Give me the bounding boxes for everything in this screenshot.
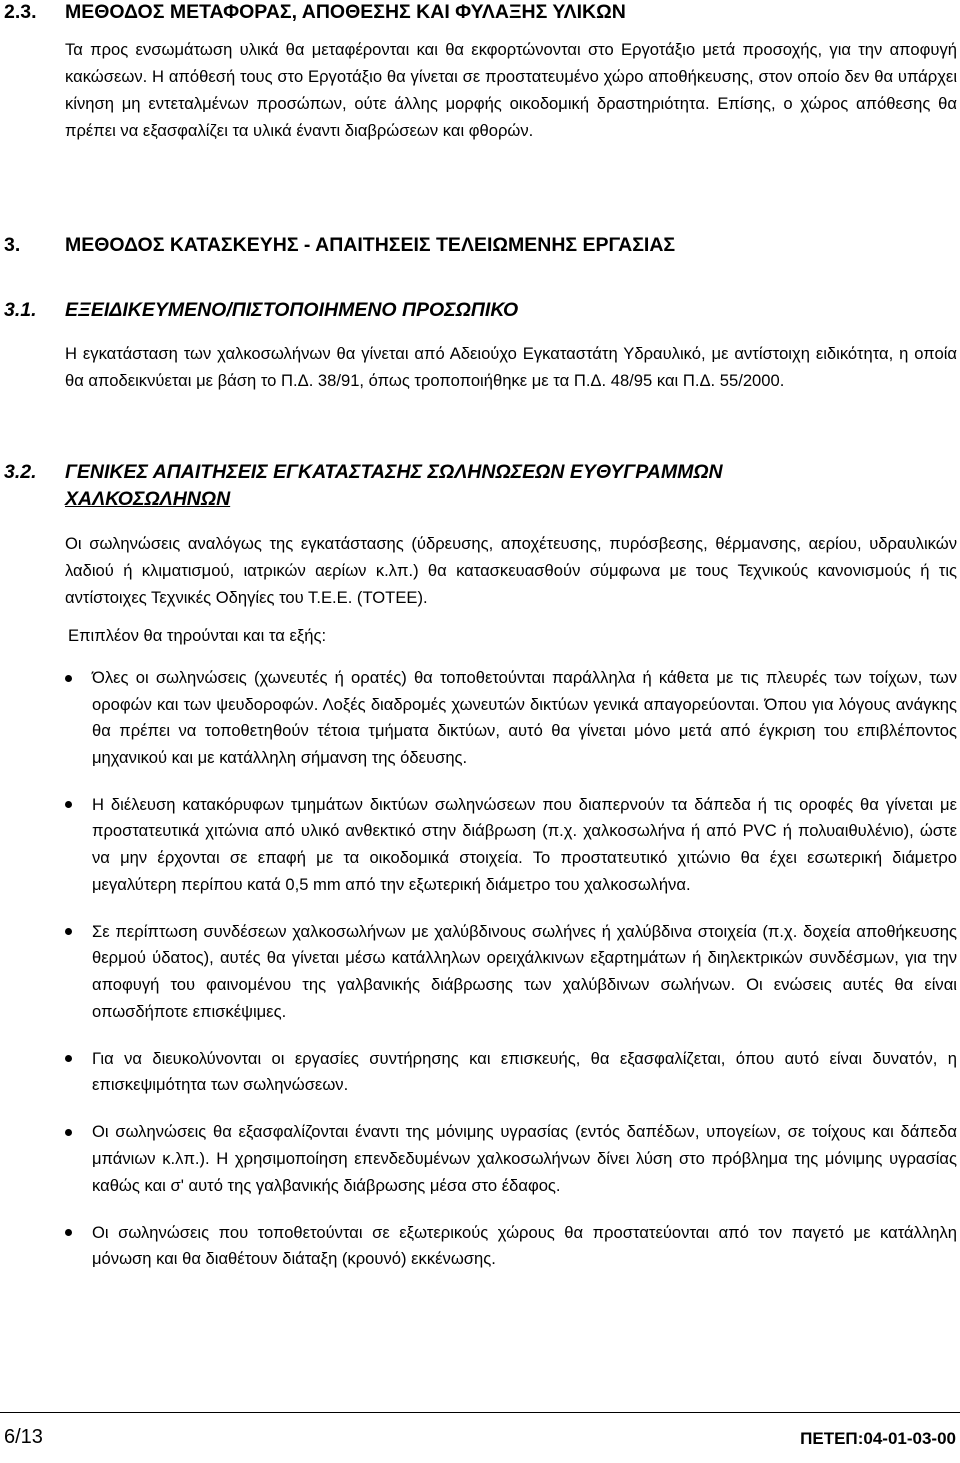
- section-3-1-title: ΕΞΕΙΔΙΚΕΥΜΕΝΟ/ΠΙΣΤΟΠΟΙΗΜΕΝΟ ΠΡΟΣΩΠΙΚΟ: [65, 299, 519, 321]
- section-2-3-number: 2.3.: [4, 1, 37, 23]
- bullet-icon: [65, 1229, 72, 1236]
- list-item: [65, 1119, 957, 1199]
- list-item-text: Όλες οι σωληνώσεις (χωνευτές ή ορατές) θα τοποθετούνται παράλληλα ή κάθετα με τις πλευρές των τοίχων, των οροφών και των ψευδοροφών. Λοξές διαδρομές χωνευτών δικτύων γενικά απαγορεύονται. Όπου για λόγους ανάγκης θα πρέπει να τοποθετηθούν τέτοια τμήματα δικτύων, αυτό θα γίνεται μόνο μετά από έγκριση του επιβλέποντος μηχανικού και με κατάλληλη σήμανση της όδευσης.: [92, 668, 957, 767]
- list-item-text: Οι σωληνώσεις που τοποθετούνται σε εξωτερικούς χώρους θα προστατεύονται από τον παγετό με κατάλληλη μόνωση και θα διαθέτουν διάταξη (κρουνό) εκκένωσης.: [92, 1222, 957, 1269]
- list-item: [65, 792, 957, 898]
- page-number: 6/13: [4, 1426, 43, 1448]
- section-3-heading: [4, 233, 676, 258]
- list-item-text: Οι σωληνώσεις θα εξασφαλίζονται έναντι της μόνιμης υγρασίας (εντός δαπέδων, υπογείων, σε τοίχους και δάπεδα μπάνιων κ.λπ.). Η χρησιμοποίηση επενδεδυμένων χαλκοσωλήνων δίνει λύση στο πρόβλημα της μόνιμης υγρασίας καθώς και σ' αυτό της γαλβανικής διάβρωσης μέσα στο έδαφος.: [92, 1122, 957, 1195]
- section-2-3-heading: [4, 0, 626, 25]
- section-3-number: 3.: [4, 234, 21, 256]
- footer-divider: [0, 1412, 960, 1413]
- section-3-1-paragraph: Η εγκατάσταση των χαλκοσωλήνων θα γίνεται από Αδειούχο Εγκαταστάτη Υδραυλικό, με αντίστοιχη ειδικότητα, η οποία θα αποδεικνύεται με βάση το Π.Δ. 38/91, όπως τροποποιήθηκε με τα Π.Δ. 48/95 και Π.Δ. 55/2000.: [65, 344, 957, 391]
- bullet-icon: [65, 1129, 72, 1136]
- section-3-title: ΜΕΘΟΔΟΣ ΚΑΤΑΣΚΕΥΗΣ - ΑΠΑΙΤΗΣΕΙΣ ΤΕΛΕΙΩΜΕΝΗΣ ΕΡΓΑΣΙΑΣ: [65, 234, 676, 256]
- bullet-icon: [65, 801, 72, 808]
- section-3-2-heading: [4, 460, 723, 485]
- section-3-2-number: 3.2.: [4, 461, 37, 483]
- section-3-2-title-line1: ΓΕΝΙΚΕΣ ΑΠΑΙΤΗΣΕΙΣ ΕΓΚΑΤΑΣΤΑΣΗΣ ΣΩΛΗΝΩΣΕΩΝ ΕΥΘΥΓΡΑΜΜΩΝ: [65, 461, 723, 483]
- bullet-icon: [65, 675, 72, 682]
- list-item-text: Για να διευκολύνονται οι εργασίες συντήρησης και επισκευής, θα εξασφαλίζεται, όπου αυτό είναι δυνατόν, η επισκεψιμότητα των σωληνώσεων.: [92, 1048, 957, 1095]
- section-3-2-paragraph: Οι σωληνώσεις αναλόγως της εγκατάστασης (ύδρευσης, αποχέτευσης, πυρόσβεσης, θέρμανσης, αερίου, υδραυλικών λαδιού ή κλιματισμού, ιατρικών αερίων κ.λπ.) θα κατασκευασθούν σύμφωνα με τους Τεχνικούς κανονισμούς ή τις αντίστοιχες Τεχνικές Οδηγίες του Τ.Ε.Ε. (ΤΟΤΕΕ).: [65, 534, 957, 608]
- section-3-2-intro: Επιπλέον θα τηρούνται και τα εξής:: [68, 626, 327, 645]
- bullet-icon: [65, 928, 72, 935]
- list-item-text: Η διέλευση κατακόρυφων τμημάτων δικτύων σωληνώσεων που διαπερνούν τα δάπεδα ή τις οροφές θα γίνεται με προστατευτικά χιτώνια από υλικό ανθεκτικό στην διάβρωση (π.χ. χαλκοσωλήνα ή από PVC ή πολυαιθυλένιο), ώστε να μην έρχονται σε επαφή με τα οικοδομικά στοιχεία. Το προστατευτικό χιτώνιο θα έχει εσωτερική διάμετρο μεγαλύτερη περίπου κατά 0,5 mm από την εξωτερική διάμετρο του χαλκοσωλήνα.: [92, 794, 957, 894]
- section-2-3-title: ΜΕΘΟΔΟΣ ΜΕΤΑΦΟΡΑΣ, ΑΠΟΘΕΣΗΣ ΚΑΙ ΦΥΛΑΞΗΣ ΥΛΙΚΩΝ: [65, 1, 626, 23]
- section-3-2-title-line2: ΧΑΛΚΟΣΩΛΗΝΩΝ: [65, 488, 231, 510]
- list-item: [65, 665, 957, 771]
- list-item: [65, 1046, 957, 1099]
- section-2-3-paragraph: Τα προς ενσωμάτωση υλικά θα μεταφέρονται και θα εκφορτώνονται στο Εργοτάξιο μετά προσοχής, για την αποφυγή κακώσεων. Η απόθεσή τους στο Εργοτάξιο θα γίνεται σε προστατευμένο χώρο αποθήκευσης, στον οποίο δεν θα υπάρχει κίνηση μη εντεταλμένων προσώπων, ούτε άλλης μορφής οικοδομική δραστηριότητα. Επίσης, ο χώρος απόθεσης θα πρέπει να εξασφαλίζει τα υλικά έναντι διαβρώσεων και φθορών.: [65, 40, 957, 141]
- list-item: [65, 919, 957, 1025]
- bullet-icon: [65, 1055, 72, 1062]
- list-item-text: Σε περίπτωση συνδέσεων χαλκοσωλήνων με χαλύβδινους σωλήνες ή χαλύβδινα στοιχεία (π.χ. δοχεία αποθήκευσης θερμού ύδατος), αυτές θα γίνεται μέσω κατάλληλων ορειχάλκινων εξαρτημάτων ή διηλεκτρικών συνδέσμων, για την αποφυγή του φαινομένου της γαλβανικής διάβρωσης των χαλύβδινων σωλήνων. Οι ενώσεις αυτές θα είναι οπωσδήποτε επισκέψιμες.: [92, 921, 957, 1021]
- requirements-list: [65, 665, 957, 1293]
- document-code: ΠΕΤΕΠ:04-01-03-00: [800, 1429, 956, 1448]
- section-3-1-heading: [4, 298, 519, 323]
- list-item: [65, 1220, 957, 1273]
- section-3-1-number: 3.1.: [4, 299, 37, 321]
